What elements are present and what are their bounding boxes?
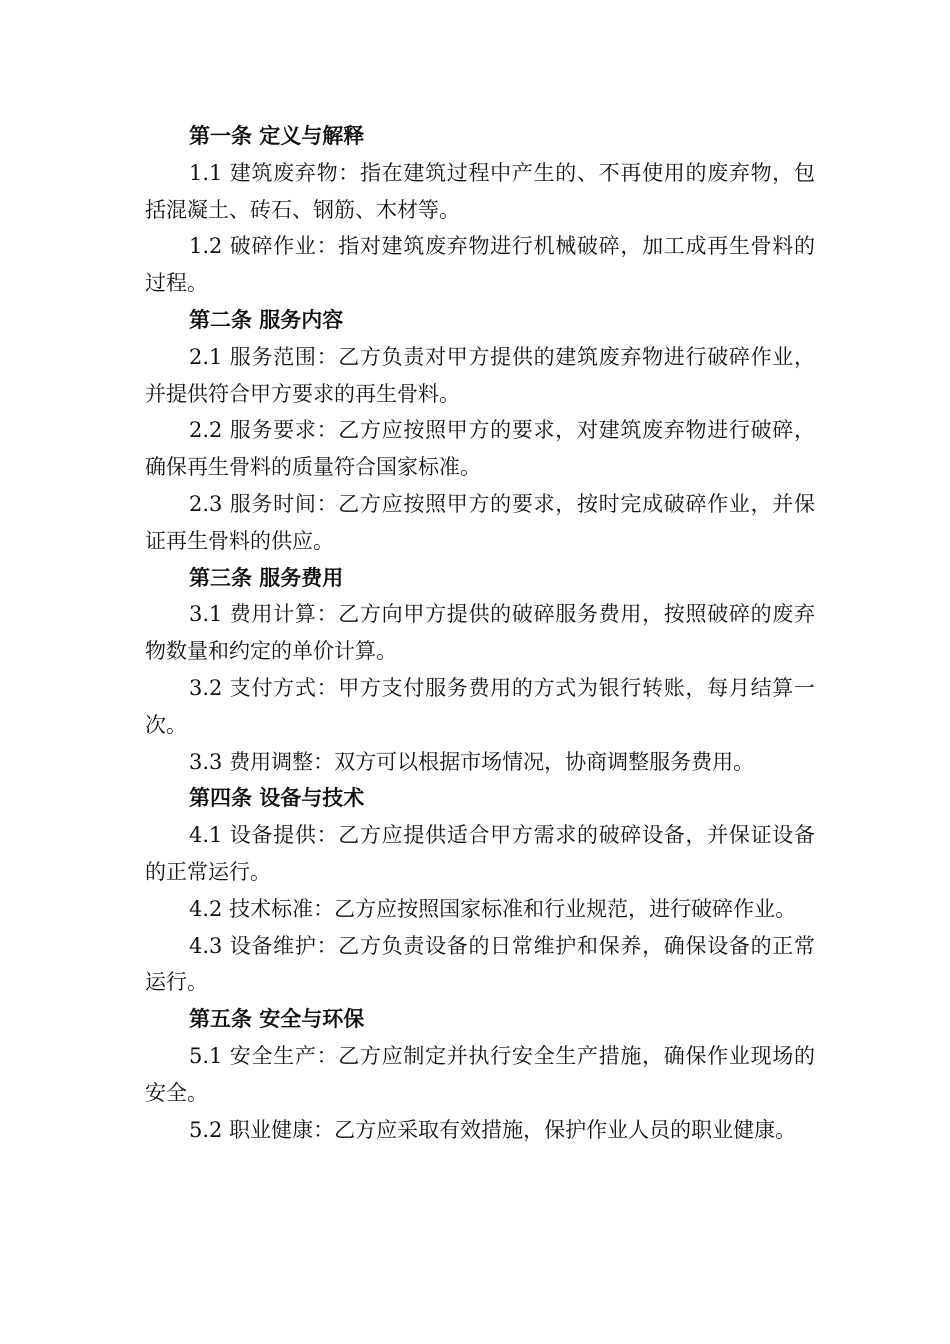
section-heading: 第三条 服务费用 bbox=[189, 564, 344, 590]
clause-paragraph: 2.1 服务范围：乙方负责对甲方提供的建筑废弃物进行破碎作业，并提供符合甲方要求的再生骨料。 bbox=[145, 344, 815, 406]
section-heading: 第二条 服务内容 bbox=[189, 306, 344, 332]
clause-paragraph: 1.2 破碎作业：指对建筑废弃物进行机械破碎，加工成再生骨料的过程。 bbox=[145, 234, 815, 296]
clause-paragraph: 5.2 职业健康：乙方应采取有效措施，保护作业人员的职业健康。 bbox=[189, 1117, 797, 1142]
document-body bbox=[145, 118, 815, 1148]
clause-paragraph: 2.2 服务要求：乙方应按照甲方的要求，对建筑废弃物进行破碎，确保再生骨料的质量符合国家标准。 bbox=[145, 418, 815, 480]
clause-paragraph: 3.2 支付方式：甲方支付服务费用的方式为银行转账，每月结算一次。 bbox=[145, 675, 815, 737]
section-heading: 第四条 设备与技术 bbox=[189, 785, 365, 811]
clause-paragraph: 5.1 安全生产：乙方应制定并执行安全生产措施，确保作业现场的安全。 bbox=[145, 1043, 815, 1105]
clause-paragraph: 4.2 技术标准：乙方应按照国家标准和行业规范，进行破碎作业。 bbox=[189, 896, 797, 921]
clause-paragraph: 3.3 费用调整：双方可以根据市场情况，协商调整服务费用。 bbox=[189, 749, 755, 774]
clause-paragraph: 3.1 费用计算：乙方向甲方提供的破碎服务费用，按照破碎的废弃物数量和约定的单价计算。 bbox=[145, 602, 815, 664]
clause-paragraph: 4.3 设备维护：乙方负责设备的日常维护和保养，确保设备的正常运行。 bbox=[145, 933, 815, 995]
clause-paragraph: 2.3 服务时间：乙方应按照甲方的要求，按时完成破碎作业，并保证再生骨料的供应。 bbox=[145, 491, 815, 553]
clause-paragraph: 4.1 设备提供：乙方应提供适合甲方需求的破碎设备，并保证设备的正常运行。 bbox=[145, 823, 815, 884]
section-heading: 第一条 定义与解释 bbox=[189, 123, 365, 148]
section-heading: 第五条 安全与环保 bbox=[189, 1006, 365, 1032]
clause-paragraph: 1.1 建筑废弃物：指在建筑过程中产生的、不再使用的废弃物，包括混凝土、砖石、钢筋、木材等。 bbox=[145, 160, 815, 222]
